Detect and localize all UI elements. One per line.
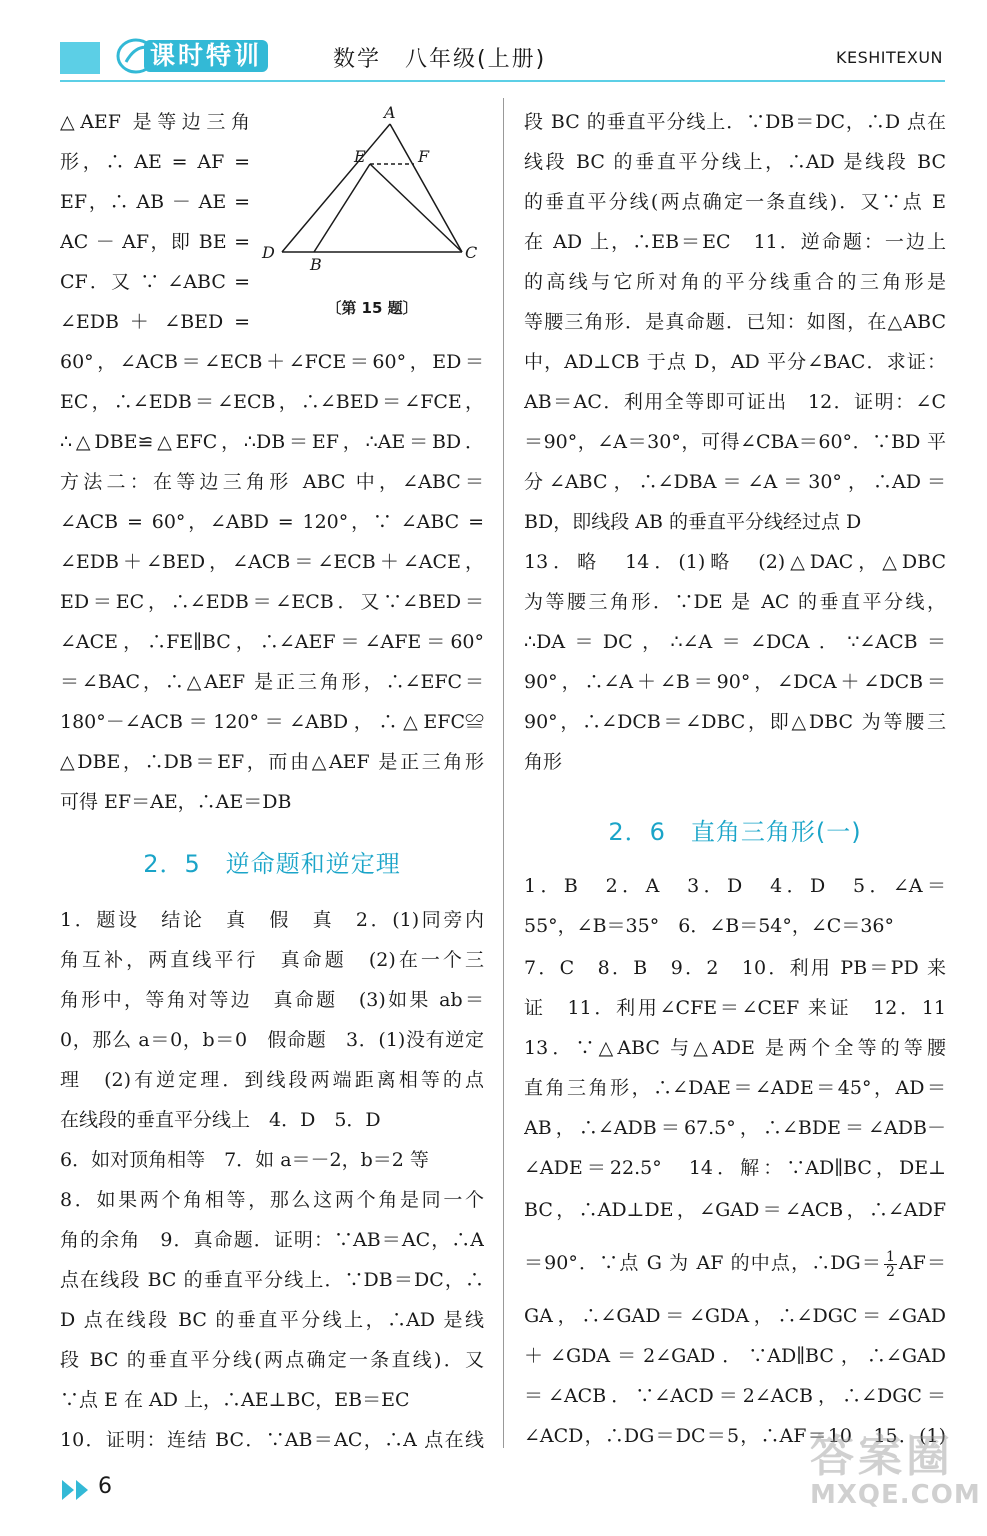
- text-line: △DBE，∴DB＝EF，而由△AEF 是正三角形: [60, 751, 484, 773]
- text-line: ∠EDB＋∠BED，∠ACB＝∠ECB＋∠ACE，: [60, 551, 484, 573]
- header-subject: 数学 八年级(上册): [333, 47, 547, 72]
- text-line: 55°，∠B＝35° 6．∠B＝54°，∠C＝36°: [524, 915, 895, 937]
- watermark-logo: [800, 1420, 981, 1520]
- point-label-B: B: [310, 255, 322, 274]
- section-title: 2．5 逆命题和逆定理: [143, 850, 401, 878]
- text-line: 中，AD⊥CB 于点 D，AD 平分∠BAC．求证：: [524, 351, 946, 373]
- text-line: ED＝EC，∴∠EDB＝∠ECB．又∵∠BED＝: [60, 591, 484, 613]
- double-chevron-icon: [60, 1478, 92, 1502]
- text-line: ∵点 E 在 AD 上，∴AE⊥BC，EB＝EC: [60, 1389, 410, 1411]
- point-label-D: D: [262, 243, 275, 262]
- text-line: ∠ACB = 60°，∠ABD = 120°，∵ ∠ABC =: [60, 511, 484, 533]
- text-line: EF，∴ AB － AE =: [60, 191, 250, 213]
- fraction: [884, 1250, 897, 1279]
- text-line: 的高线与它所对角的平分线重合的三角形是: [524, 271, 946, 293]
- text-line: 角的余角 9．真命题．证明：∵AB＝AC，∴A: [60, 1229, 484, 1251]
- text-line: D 点在线段 BC 的垂直平分线上，∴AD 是线: [60, 1309, 484, 1331]
- text-line: 角互补，两直线平行 真命题 (2)在一个三: [60, 949, 484, 971]
- text-line: ∠ACE，∴FE∥BC，∴∠AEF＝∠AFE＝60°: [60, 631, 484, 653]
- text-line: 10．证明：连结 BC．∵AB＝AC，∴A 点在线: [60, 1429, 484, 1451]
- text-line: 形，∴ AE = AF =: [60, 151, 250, 173]
- figure-caption: 〔第 15 题〕: [326, 299, 418, 317]
- text-line: 分∠ABC，∴∠DBA＝∠A＝30°，∴AD＝: [524, 471, 946, 493]
- text-line: AB，∴∠ADB＝67.5°，∴∠BDE＝∠ADB－: [524, 1117, 946, 1139]
- text-line: ＝∠ACB．∵∠ACD＝2∠ACB，∴∠DGC＝: [524, 1385, 946, 1407]
- page-number: 6: [98, 1474, 112, 1499]
- text-line: 0，那么 a＝0，b＝0 假命题 3．(1)没有逆定: [60, 1029, 484, 1051]
- text-fragment: ＝90°．∵点 G 为 AF 的中点，∴DG＝: [524, 1252, 882, 1274]
- text-line: BD，即线段 AB 的垂直平分线经过点 D: [524, 511, 862, 533]
- text-line-with-fraction: [524, 1240, 946, 1286]
- text-line: 角形中，等角对等边 真命题 (3)如果 ab＝: [60, 989, 484, 1011]
- text-line: 在线段的垂直平分线上 4．D 5．D: [60, 1109, 381, 1131]
- text-line: ∠EDB ＋ ∠BED =: [60, 311, 250, 333]
- text-line: △AEF 是等边三角: [60, 111, 250, 133]
- text-line: EC，∴∠EDB＝∠ECB，∴∠BED＝∠FCE，: [60, 391, 484, 413]
- watermark-text: 答案圈: [810, 1431, 954, 1482]
- text-line: ＝∠BAC，∴△AEF 是正三角形，∴∠EFC＝: [60, 671, 484, 693]
- text-line: ∠ADE＝22.5° 14．解：∵AD∥BC，DE⊥: [524, 1157, 946, 1179]
- header-pinyin: KESHITEXUN: [835, 48, 943, 67]
- page-header: [0, 0, 987, 92]
- text-line: 可得 EF＝AE，∴AE＝DB: [60, 791, 292, 813]
- header-rule: [60, 80, 945, 82]
- text-line: 段 BC 的垂直平分线上．∵DB＝DC，∴D 点在: [524, 111, 946, 133]
- text-line: 直角三角形，∴∠DAE＝∠ADE＝45°，AD＝: [524, 1077, 946, 1099]
- column-divider: [503, 98, 504, 1448]
- triangle-figure: [260, 100, 484, 330]
- text-line: 13．略 14．(1)略 (2)△DAC，△DBC: [524, 551, 946, 573]
- text-line: 1．B 2．A 3．D 4．D 5．∠A＝: [524, 875, 946, 897]
- text-line: GA，∴∠GAD＝∠GDA，∴∠DGC＝∠GAD: [524, 1305, 946, 1327]
- fraction-denominator: 2: [886, 1263, 895, 1280]
- text-line: 1．题设 结论 真 假 真 2．(1)同旁内: [60, 909, 484, 931]
- text-line: AC － AF，即 BE =: [60, 231, 250, 253]
- text-line: 6．如对顶角相等 7．如 a＝－2，b＝2 等: [60, 1149, 429, 1171]
- text-line: ∴△DBE≌△EFC，∴DB＝EF，∴AE＝BD．: [60, 431, 484, 453]
- text-line: 13．∵△ABC 与△ADE 是两个全等的等腰: [524, 1037, 946, 1059]
- text-line: 线段 BC 的垂直平分线上，∴AD 是线段 BC: [524, 151, 946, 173]
- text-line: 90°，∴∠A＋∠B＝90°，∠DCA＋∠DCB＝: [524, 671, 946, 693]
- text-line: 角形: [524, 751, 563, 773]
- point-label-C: C: [465, 243, 478, 262]
- text-line: 在 AD 上，∴EB＝EC 11．逆命题：一边上: [524, 231, 946, 253]
- text-line: 证 11．利用∠CFE＝∠CEF 来证 12．11: [524, 997, 946, 1019]
- text-line: 7．C 8．B 9．2 10．利用 PB＝PD 来: [524, 957, 946, 979]
- text-line: ＝90°，∠A＝30°，可得∠CBA＝60°．∵BD 平: [524, 431, 946, 453]
- text-line: 8．如果两个角相等，那么这两个角是同一个: [60, 1189, 484, 1211]
- watermark-url: MXQE.COM: [810, 1480, 981, 1510]
- text-line: ＋∠GDA＝2∠GAD．∵AD∥BC，∴∠GAD: [524, 1345, 946, 1367]
- text-line: 理 (2)有逆定理．到线段两端距离相等的点: [60, 1069, 484, 1091]
- text-line: BC，∴AD⊥DE，∠GAD＝∠ACB，∴∠ADF: [524, 1199, 946, 1221]
- fraction-numerator: 1: [886, 1248, 895, 1265]
- point-label-F: F: [418, 147, 430, 166]
- text-line: 等腰三角形．是真命题．已知：如图，在△ABC: [524, 311, 946, 333]
- text-line: 方法二：在等边三角形 ABC 中，∠ABC＝: [60, 471, 484, 493]
- text-line: CF．又 ∵ ∠ABC =: [60, 271, 250, 293]
- text-line: 180°－∠ACB＝120°＝∠ABD，∴△EFC≌: [60, 711, 484, 733]
- text-line: 的垂直平分线(两点确定一条直线)．又∵点 E: [524, 191, 946, 213]
- header-logo-text: 课时特训: [144, 40, 268, 72]
- text-line: 为等腰三角形．∵DE 是 AC 的垂直平分线，: [524, 591, 946, 613]
- triangle-diagram: [260, 100, 484, 290]
- point-label-E: E: [354, 147, 366, 166]
- text-line: 段 BC 的垂直平分线(两点确定一条直线)．又: [60, 1349, 484, 1371]
- header-color-block: [60, 42, 100, 74]
- point-label-A: A: [384, 103, 396, 122]
- text-line: AB＝AC．利用全等即可证出 12．证明：∠C: [524, 391, 946, 413]
- section-title: 2．6 直角三角形(一): [608, 818, 862, 846]
- text-line: 90°，∴∠DCB＝∠DBC，即△DBC 为等腰三: [524, 711, 946, 733]
- text-line: 点在线段 BC 的垂直平分线上．∵DB＝DC，∴: [60, 1269, 484, 1291]
- text-line: ∴DA＝DC，∴∠A＝∠DCA．∵∠ACB＝: [524, 631, 946, 653]
- text-line: 60°，∠ACB＝∠ECB＋∠FCE＝60°，ED＝: [60, 351, 484, 373]
- text-fragment: AF＝: [898, 1252, 946, 1274]
- text-line: ∠ACD，∴DG＝DC＝5，∴AF＝10 15．(1): [524, 1425, 946, 1447]
